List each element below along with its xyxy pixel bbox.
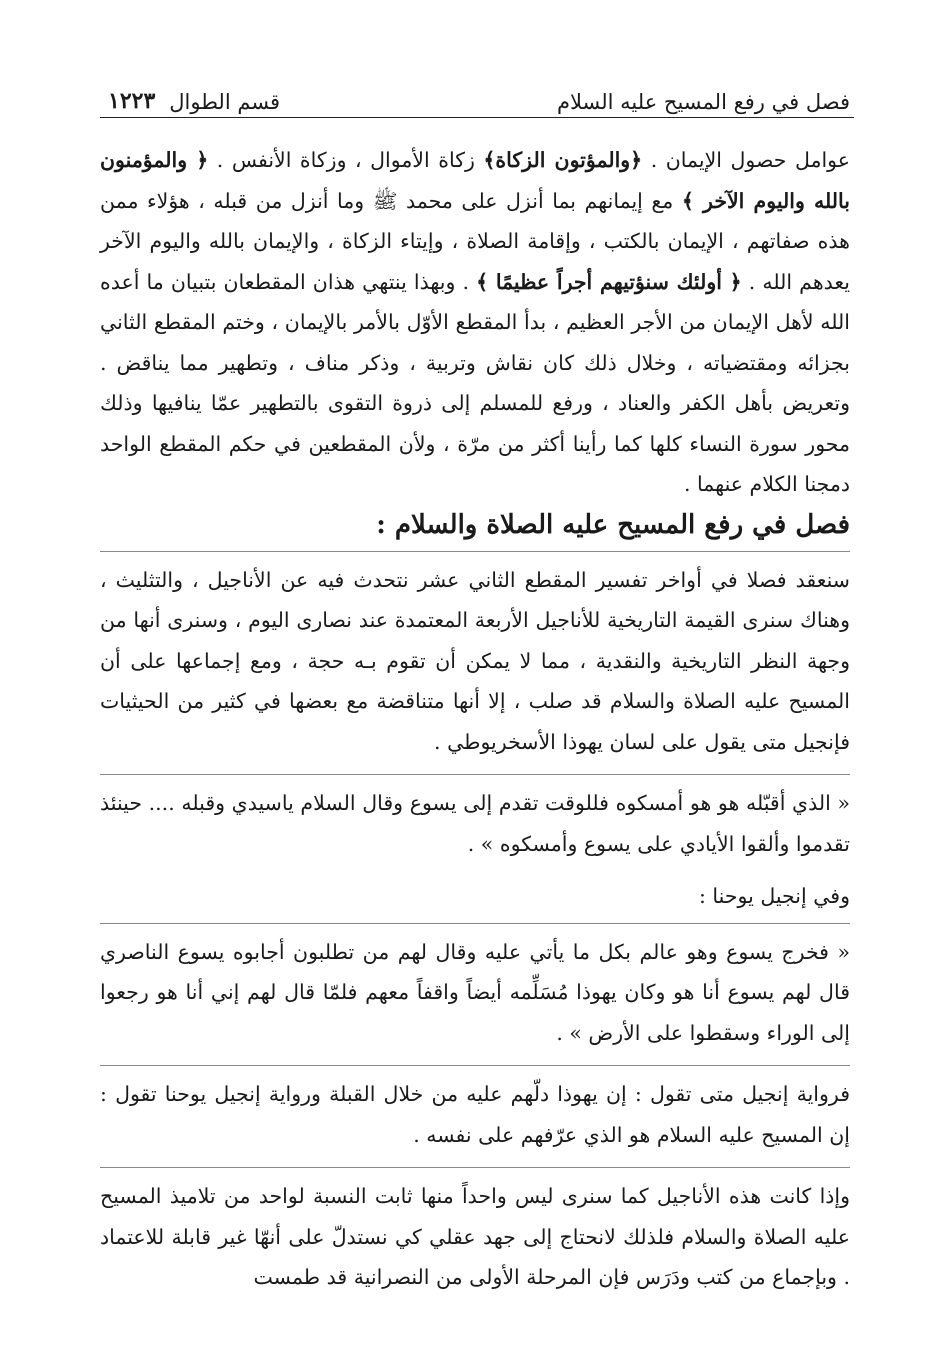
quote-matthew: « الذي أقبّله هو هو أمسكوه فللوقت تقدم إلى يسوع وقال السلام ياسيدي وقبله .... حينئذ تقدموا وألقوا الأيادي على يسوع وأمسكوه » . <box>100 791 850 856</box>
section-heading: فصل في رفع المسيح عليه الصلاة والسلام : <box>376 509 850 540</box>
running-header <box>108 78 850 114</box>
header-part-group <box>108 88 280 114</box>
quran-verse-3: ﴿ أولئك سنؤتيهم أجراً عظيمًا ﴾ <box>476 269 742 294</box>
intro-paragraph <box>100 140 850 505</box>
header-rule <box>100 117 854 118</box>
divider-3 <box>100 1065 850 1066</box>
divider-2 <box>100 923 850 924</box>
intro-text-2: زكاة الأموال ، وزكاة الأنفس . <box>216 148 484 172</box>
intro-text-3: مع إيمانهم بما أنزل على محمد ﷺ وما أنزل من قبله ، هؤلاء ممن هذه صفاتهم ، الإيمان بالكتب ، وإقامة الصلاة ، وإيتاء الزكاة ، والإيمان بالله واليوم الآخر يعدهم الله . <box>100 188 850 294</box>
quote-john: « فخرج يسوع وهو عالم بكل ما يأتي عليه وقال لهم من تطلبون أجابوه يسوع الناصري قال لهم يسوع أنا هو وكان يهوذا مُسَلِّمه أيضاً واقفاً معهم فلمّا قال لهم إني أنا هو رجعوا إلى الوراء وسقطوا على الأرض » . <box>100 939 850 1045</box>
paragraph-reliability: وإذا كانت هذه الأناجيل كما سنرى ليس واحداً منها ثابت النسبة لواحد من تلاميذ المسيح عليه الصلاة والسلام فلذلك لانحتاج إلى جهد عقلي كي نستدلّ على أنهّا غير قابلة للاعتماد . وبإجماع من كتب ودَرَس فإن المرحلة الأولى من النصرانية قد طمست <box>100 1184 850 1289</box>
john-intro: وفي إنجيل يوحنا : <box>699 884 850 908</box>
quran-verse-2: ﴿ والمؤمنون بالله واليوم الآخر ﴾ <box>100 148 850 213</box>
intro-text-1: عوامل حصول الإيمان . <box>642 148 850 172</box>
page-number: ١٢٢٣ <box>108 88 156 114</box>
section-divider <box>100 551 850 552</box>
paragraph-gospels-intro: سنعقد فصلا في أواخر تفسير المقطع الثاني عشر نتحدث فيه عن الأناجيل ، والتثليث ، وهناك سنرى القيمة التاريخية للأناجيل الأربعة المعتمدة عند نصارى اليوم ، وسنرى أنها من وجهة النظر التاريخية والنقدية ، مما لا يمكن أن تقوم بـه حجة ، ومع إجماعها على أن المسيح عليه الصلاة والسلام قد صلب ، إلا أنها متناقضة مع بعضها في كثير من الحيثيات فإنجيل متى يقول على لسان يهوذا الأسخريوطي . <box>100 567 850 754</box>
divider-1 <box>100 774 850 775</box>
header-part-name: قسم الطوال <box>169 90 281 114</box>
header-section-title: فصل في رفع المسيح عليه السلام <box>556 90 850 114</box>
intro-text-4: . وبهذا ينتهي هذان المقطعان بتبيان ما أعده الله لأهل الإيمان من الأجر العظيم ، بدأ المقطع الأوّل بالأمر بالإيمان ، وختم المقطع الثاني بجزائه ومقتضياته ، وخلال ذلك كان نقاش وتربية ، وذكر مناف ، وتطهير مما يناقض . وتعريض بأهل الكفر والعناد ، ورفع للمسلم إلى ذروة التقوى بالتطهير عمّا ينافيها وذلك محور سورة النساء كلها كما رأينا أكثر من مرّة ، ولأن المقطعين في حكم المقطع الواحد دمجنا الكلام عنهما . <box>100 269 850 496</box>
paragraph-comparison: فرواية إنجيل متى تقول : إن يهوذا دلّهم عليه من خلال القبلة ورواية إنجيل يوحنا تقول : إن المسيح عليه السلام هو الذي عرّفهم على نفسه . <box>100 1082 850 1147</box>
page-body <box>100 140 850 1298</box>
divider-4 <box>100 1167 850 1168</box>
quran-verse-1: ﴿والمؤتون الزكاة﴾ <box>483 148 643 172</box>
